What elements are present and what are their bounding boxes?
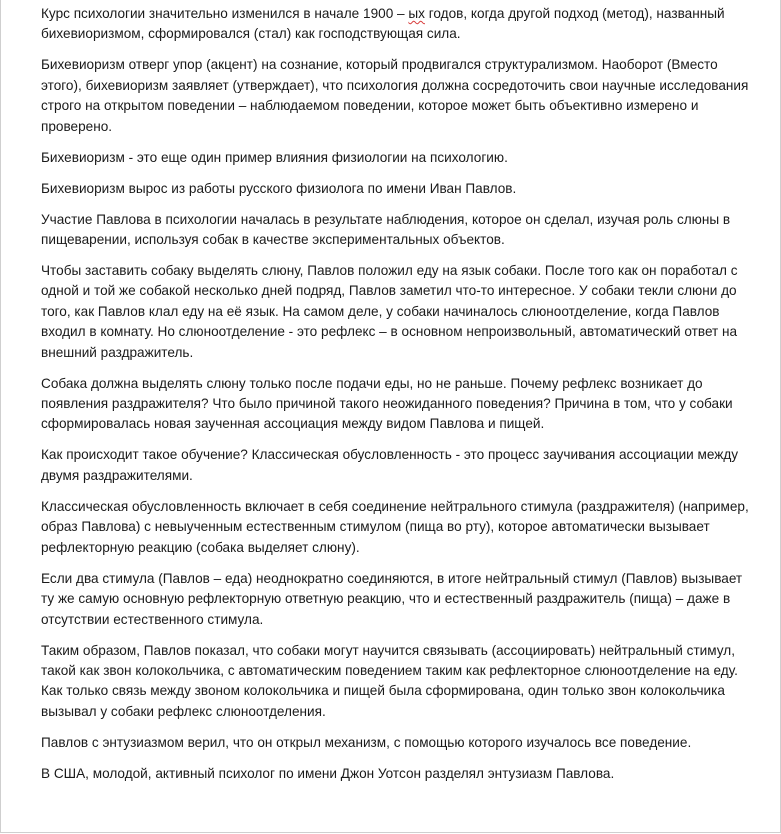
paragraph-9: Классическая обусловленность включает в себя соединение нейтрального стимула (раздражителя) (например, образ Павлова) с невыученным естественным стимулом (пища во рту), которое автоматически вызывает рефлекторную реакцию (собака выделяет слюну). xyxy=(41,498,749,555)
paragraph-10: Если два стимула (Павлов – еда) неоднократно соединяются, в итоге нейтральный стимул (Павлов) вызывает ту же самую основную рефлекторную ответную реакцию, что и естественный раздражитель (пища) – даже в отсутствии естественного стимула. xyxy=(41,570,743,627)
paragraph-11: Таким образом, Павлов показал, что собаки могут научится связывать (ассоциировать) нейтральный стимул, такой как звон колокольчика, с автоматическим поведением таким как рефлекторное слюноотделение на еду. Как только связь между звоном колокольчика и пищей была сформирована, один только звон колокольчика вызывал у собаки рефлекс слюноотделения. xyxy=(41,642,738,719)
paragraph-13: В США, молодой, активный психолог по имени Джон Уотсон разделял энтузиазм Павлова. xyxy=(41,765,615,781)
document-body[interactable] xyxy=(41,4,753,795)
paragraph-2: Бихевиоризм отверг упор (акцент) на сознание, который продвигался структурализмом. Наоборот (Вместо этого), бихевиоризм заявляет (утверждает), что психология должна сосредоточить свои научные исследования строго на открытом поведении – наблюдаемом поведении, которое может быть объективно измерено и проверено. xyxy=(41,57,749,134)
paragraph-1-text-before: Курс психологии значительно изменился в начале 1900 – xyxy=(41,6,409,21)
paragraph-1 xyxy=(41,4,753,45)
paragraph-4: Бихевиоризм вырос из работы русского физиолога по имени Иван Павлов. xyxy=(41,180,517,196)
paragraph-8: Как происходит такое обучение? Классическая обусловленность - это процесс заучивания ассоциации между двумя раздражителями. xyxy=(41,447,739,483)
paragraph-1-text-after: годов, когда другой подход (метод), названный бихевиоризмом, сформировался (стал) как господствующая сила. xyxy=(41,6,725,42)
paragraph-6: Чтобы заставить собаку выделять слюну, Павлов положил еду на язык собаки. После того как он поработал с одной и той же собакой несколько дней подряд, Павлов заметил что-то интересное. У собаки текли слюни до того, как Павлов клал еду на её язык. На самом деле, у собаки начиналось слюноотделение, когда Павлов входил в комнату. Но слюноотделение - это рефлекс – в основном непроизвольный, автоматический ответ на внешний раздражитель. xyxy=(41,263,738,360)
paragraph-3: Бихевиоризм - это еще один пример влияния физиологии на психологию. xyxy=(41,149,508,165)
spellcheck-flagged-word[interactable]: ых xyxy=(408,6,425,21)
paragraph-12: Павлов с энтузиазмом верил, что он открыл механизм, с помощью которого изучалось все поведение. xyxy=(41,734,692,750)
paragraph-7: Собака должна выделять слюну только после подачи еды, но не раньше. Почему рефлекс возникает до появления раздражителя? Что было причиной такого неожиданного поведения? Причина в том, что у собаки сформировалась новая заученная ассоциация между видом Павлова и пищей. xyxy=(41,375,733,432)
paragraph-5: Участие Павлова в психологии началась в результате наблюдения, которое он сделал, изучая роль слюны в пищеварении, используя собак в качестве экспериментальных объектов. xyxy=(41,211,731,248)
